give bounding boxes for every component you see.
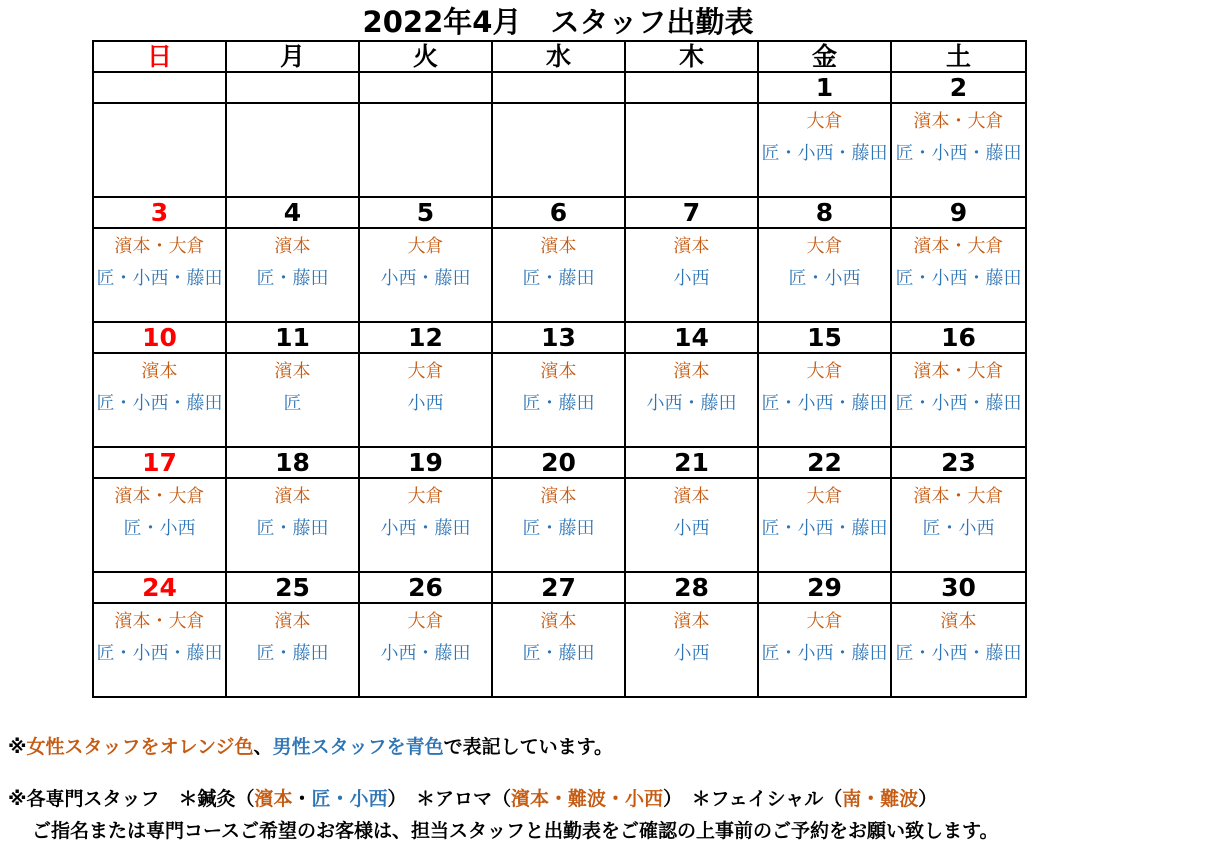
female-staff: 濱本 [540, 486, 577, 507]
female-staff: 大倉 [806, 236, 843, 257]
date-row [93, 197, 1026, 228]
date-cell [93, 72, 226, 103]
staff-cell [359, 603, 492, 697]
date-row [93, 72, 1026, 103]
specialist-text: ※各専門スタッフ ＊鍼灸（ [8, 788, 255, 810]
female-staff: 濱本・大倉 [913, 361, 1004, 382]
date-cell: 1 [758, 72, 891, 103]
reservation-note: ご指名または専門コースご希望のお客様は、担当スタッフと出勤表をご確認の上事前のご予約をお願い致します。 [32, 820, 999, 842]
date-cell: 23 [891, 447, 1026, 478]
staff-cell [891, 478, 1026, 572]
male-staff: 小西・藤田 [380, 643, 471, 664]
male-staff: 匠・藤田 [256, 268, 329, 289]
color-legend-note [8, 732, 613, 762]
date-cell [492, 72, 625, 103]
female-staff [626, 112, 757, 132]
male-staff: 匠・藤田 [522, 393, 595, 414]
male-staff [94, 144, 225, 164]
date-cell: 16 [891, 322, 1026, 353]
staff-row [93, 478, 1026, 572]
date-cell: 14 [625, 322, 758, 353]
date-cell: 5 [359, 197, 492, 228]
staff-cell [758, 228, 891, 322]
female-staff: 濱本・大倉 [114, 486, 205, 507]
staff-cell [625, 228, 758, 322]
male-staff: 匠・小西・藤田 [761, 643, 888, 664]
page-title: 2022年4月 スタッフ出勤表 [362, 5, 754, 39]
female-staff: 濱本・大倉 [114, 236, 205, 257]
male-staff: 匠・小西・藤田 [895, 393, 1022, 414]
staff-cell [625, 353, 758, 447]
female-staff: 濱本 [274, 236, 311, 257]
calendar-body [93, 72, 1026, 697]
male-staff: 小西 [673, 643, 710, 664]
male-staff: 匠・小西・藤田 [895, 143, 1022, 164]
staff-cell [359, 103, 492, 197]
weekday-saturday: 土 [891, 41, 1026, 72]
specialist-text: ） ＊アロマ（ [387, 788, 512, 810]
male-staff: 匠・小西・藤田 [761, 518, 888, 539]
staff-cell [758, 103, 891, 197]
note-mark: ※ [8, 736, 27, 758]
staff-cell [93, 353, 226, 447]
date-cell: 17 [93, 447, 226, 478]
male-staff: 小西 [673, 518, 710, 539]
female-staff: 大倉 [407, 611, 444, 632]
date-cell: 8 [758, 197, 891, 228]
date-cell: 4 [226, 197, 359, 228]
staff-cell [93, 103, 226, 197]
date-cell: 19 [359, 447, 492, 478]
female-staff: 濱本・大倉 [913, 486, 1004, 507]
specialist-staff-note [8, 784, 937, 814]
date-cell: 20 [492, 447, 625, 478]
staff-cell [758, 478, 891, 572]
female-staff: 大倉 [407, 236, 444, 257]
date-cell: 3 [93, 197, 226, 228]
staff-cell [758, 603, 891, 697]
staff-cell [891, 603, 1026, 697]
staff-cell [625, 603, 758, 697]
facial-staff: 南・難波 [842, 788, 919, 810]
female-staff: 大倉 [407, 486, 444, 507]
male-staff: 小西・藤田 [380, 268, 471, 289]
staff-cell [625, 478, 758, 572]
male-staff: 匠・小西・藤田 [761, 143, 888, 164]
date-cell: 12 [359, 322, 492, 353]
staff-row [93, 228, 1026, 322]
staff-cell [93, 603, 226, 697]
staff-cell [359, 353, 492, 447]
female-staff: 濱本 [274, 361, 311, 382]
staff-cell [891, 353, 1026, 447]
male-staff: 匠・小西 [123, 518, 196, 539]
staff-cell [492, 353, 625, 447]
female-staff: 濱本 [141, 361, 178, 382]
female-staff: 濱本 [540, 361, 577, 382]
female-staff: 濱本 [540, 236, 577, 257]
staff-cell [492, 103, 625, 197]
female-staff [360, 112, 491, 132]
weekday-monday: 月 [226, 41, 359, 72]
female-staff: 濱本 [540, 611, 577, 632]
weekday-tuesday: 火 [359, 41, 492, 72]
date-row [93, 447, 1026, 478]
staff-cell [492, 478, 625, 572]
female-staff: 大倉 [806, 486, 843, 507]
staff-cell [226, 603, 359, 697]
male-staff: 匠・小西 [922, 518, 995, 539]
male-staff: 匠・藤田 [256, 643, 329, 664]
staff-cell [891, 228, 1026, 322]
staff-cell [93, 478, 226, 572]
staff-cell [359, 478, 492, 572]
female-staff: 濱本 [673, 611, 710, 632]
staff-row [93, 353, 1026, 447]
male-staff: 小西 [407, 393, 444, 414]
date-cell: 7 [625, 197, 758, 228]
date-cell: 21 [625, 447, 758, 478]
female-staff [493, 112, 624, 132]
female-staff: 濱本・大倉 [114, 611, 205, 632]
staff-row [93, 103, 1026, 197]
staff-cell [891, 103, 1026, 197]
male-staff: 小西・藤田 [646, 393, 737, 414]
female-staff [227, 112, 358, 132]
male-staff: 匠・小西 [788, 268, 861, 289]
staff-cell [359, 228, 492, 322]
aroma-staff: 濱本・難波・小西 [511, 788, 664, 810]
staff-cell [492, 603, 625, 697]
female-staff [94, 112, 225, 132]
date-cell: 29 [758, 572, 891, 603]
male-staff: 匠・藤田 [522, 268, 595, 289]
specialist-text: ） ＊フェイシャル（ [663, 788, 843, 810]
female-staff: 濱本 [274, 611, 311, 632]
date-cell: 18 [226, 447, 359, 478]
staff-cell [226, 353, 359, 447]
male-staff [360, 144, 491, 164]
staff-cell [226, 228, 359, 322]
male-staff: 匠・藤田 [522, 643, 595, 664]
male-staff: 匠・小西・藤田 [96, 268, 223, 289]
date-cell [625, 72, 758, 103]
weekday-sunday: 日 [93, 41, 226, 72]
male-staff [626, 144, 757, 164]
weekday-wednesday: 水 [492, 41, 625, 72]
male-staff: 小西・藤田 [380, 518, 471, 539]
date-cell: 10 [93, 322, 226, 353]
male-staff: 匠 [283, 393, 302, 414]
date-cell: 9 [891, 197, 1026, 228]
female-staff: 大倉 [407, 361, 444, 382]
male-staff: 匠・小西・藤田 [895, 268, 1022, 289]
staff-cell [758, 353, 891, 447]
male-staff: 小西 [673, 268, 710, 289]
date-cell: 28 [625, 572, 758, 603]
staff-row [93, 603, 1026, 697]
weekday-header-row [93, 41, 1026, 72]
date-cell: 22 [758, 447, 891, 478]
female-staff: 濱本 [673, 236, 710, 257]
staff-cell [625, 103, 758, 197]
date-cell: 27 [492, 572, 625, 603]
date-row [93, 572, 1026, 603]
female-staff: 濱本 [673, 486, 710, 507]
female-staff: 濱本・大倉 [913, 236, 1004, 257]
acupuncture-male-staff: 匠・小西 [311, 788, 388, 810]
male-staff [227, 144, 358, 164]
female-staff: 濱本 [274, 486, 311, 507]
male-legend: 男性スタッフを青色 [272, 736, 444, 758]
date-row [93, 322, 1026, 353]
male-staff [493, 144, 624, 164]
staff-cell [93, 228, 226, 322]
weekday-thursday: 木 [625, 41, 758, 72]
female-staff: 大倉 [806, 361, 843, 382]
staff-cell [226, 478, 359, 572]
male-staff: 匠・藤田 [256, 518, 329, 539]
date-cell: 30 [891, 572, 1026, 603]
specialist-text: ・ [292, 788, 312, 810]
date-cell: 25 [226, 572, 359, 603]
date-cell: 24 [93, 572, 226, 603]
legend-separator: 、 [253, 736, 273, 758]
date-cell: 15 [758, 322, 891, 353]
female-legend: 女性スタッフをオレンジ色 [26, 736, 254, 758]
date-cell [226, 72, 359, 103]
male-staff: 匠・小西・藤田 [96, 643, 223, 664]
female-staff: 濱本 [673, 361, 710, 382]
schedule-calendar [92, 40, 1027, 698]
specialist-text: ） [918, 788, 938, 810]
male-staff: 匠・小西・藤田 [761, 393, 888, 414]
female-staff: 大倉 [806, 111, 843, 132]
male-staff: 匠・藤田 [522, 518, 595, 539]
date-cell: 2 [891, 72, 1026, 103]
date-cell: 11 [226, 322, 359, 353]
staff-cell [226, 103, 359, 197]
date-cell: 13 [492, 322, 625, 353]
female-staff: 濱本 [940, 611, 977, 632]
date-cell: 26 [359, 572, 492, 603]
female-staff: 大倉 [806, 611, 843, 632]
staff-cell [492, 228, 625, 322]
date-cell: 6 [492, 197, 625, 228]
acupuncture-female-staff: 濱本 [254, 788, 293, 810]
female-staff: 濱本・大倉 [913, 111, 1004, 132]
date-cell [359, 72, 492, 103]
male-staff: 匠・小西・藤田 [895, 643, 1022, 664]
male-staff: 匠・小西・藤田 [96, 393, 223, 414]
weekday-friday: 金 [758, 41, 891, 72]
legend-suffix: で表記しています。 [443, 736, 614, 758]
